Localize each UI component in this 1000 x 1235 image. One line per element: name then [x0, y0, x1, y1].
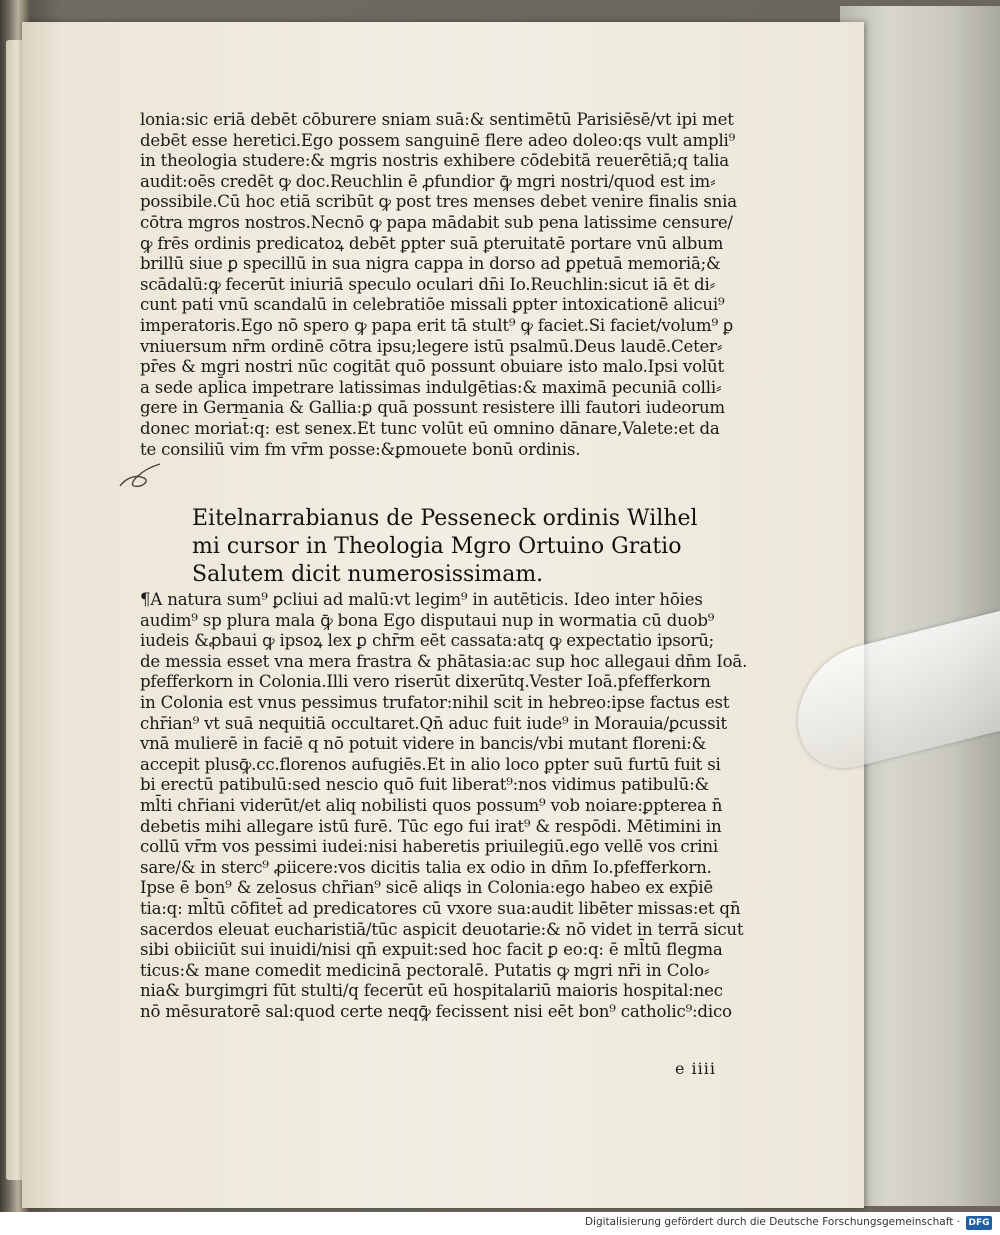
text-line: collū vr̄m vos pessimi iudei:nisi haberetis priuilegiū.ego vellē vos crini: [140, 837, 718, 857]
text-line: de messia esset vna mera frastra & phātasia:ac sup hoc allegaui dn̄m Ioā.: [140, 651, 748, 671]
signature-mark: e iiii: [675, 1059, 717, 1078]
pen-mark-icon: [114, 456, 164, 496]
text-line: scādalū:ꝙ fecerūt iniuriā speculo oculari dn̄i Io.Reuchlin:sicut iā ēt di⸗: [140, 274, 715, 294]
text-line: pfefferkorn in Colonia.Illi vero riserūt dixerūtq.Vester Ioā.pfefferkorn: [140, 672, 711, 692]
text-line: bi erectū patibulū:sed nescio quō fuit liberat⁹:nos vidimus patibulū:&: [140, 775, 710, 795]
text-line: sacerdos eleuat eucharistiā/tūc aspicit deuotarie:& nō videt in terrā sicut: [140, 919, 744, 939]
text-line: nia& burgimgri fūt stulti/q fecerūt eū hospitalariū maioris hospital:nec: [140, 981, 723, 1001]
text-line: cōtra mgros nostros.Necnō ꝙ papa mādabit sub pena latissime censure/: [140, 212, 733, 232]
footer-credit: Digitalisierung gefördert durch die Deutsche Forschungsgemeinschaft ·: [584, 1216, 960, 1228]
page-text-body: [140, 590, 760, 1022]
text-line: gere in Germania & Gallia:ꝑ quā possunt resistere illi fautori iudeorum: [140, 398, 725, 418]
heading-line: mi cursor in Theologia Mgro Ortuino Gratio: [192, 534, 682, 559]
page-text-top: [140, 110, 760, 460]
text-line: donec moriat̄:q: est senex.Et tunc volūt eū omnino dānare,Valete:et da: [140, 418, 720, 438]
book-page: [22, 22, 864, 1208]
text-line: lonia:sic eriā debēt cōburere sniam suā:& sentimētū Parisiēsē/vt ipi met: [140, 110, 734, 129]
letter-heading: [192, 505, 782, 589]
text-line: debetis mihi allegare istū furē. Tūc ego fui irat⁹ & respōdi. Mētimini in: [140, 816, 722, 836]
text-line: sare/& in sterc⁹ ꝓiicere:vos dicitis talia ex odio in dn̄m Io.pfefferkorn.: [140, 857, 712, 877]
text-line: in Colonia est vnus pessimus trufator:nihil scit in hebreo:ipse factus est: [140, 692, 730, 712]
text-line: vniuersum nr̄m ordinē cōtra ipsu;legere istū psalmū.Deus laudē.Ceter⸗: [140, 336, 723, 356]
text-line: ml̄ti chr̄iani viderūt/et aliq nobilisti quos possum⁹ vob noiare:ꝑpterea n̄: [140, 795, 723, 815]
text-line: ticus:& mane comedit medicinā pectoralē. Putatis ꝙ mgri nr̄i in Colo⸗: [140, 960, 710, 980]
text-line: Ipse ē bon⁹ & zelosus chr̄ian⁹ sicē aliqs in Colonia:ego habeo ex exp̄iē: [140, 878, 713, 898]
text-line: possibile.Cū hoc etiā scribūt ꝙ post tres menses debet venire finalis snia: [140, 192, 737, 212]
text-line: debēt esse heretici.Ego possem sanguinē flere adeo doleo:qs vult ampli⁹: [140, 130, 736, 150]
protective-sleeve: [840, 6, 1000, 1206]
footer-bar: [0, 1212, 1000, 1235]
text-line: ꝙ frēs ordinis predicatoꝝ debēt ꝑpter suā ꝑteruitatē portare vnū album: [140, 233, 724, 253]
text-line: in theologia studere:& mgris nostris exhibere cōdebitā reuerētiā;q talia: [140, 151, 729, 171]
text-line: sibi obiiciūt sui inuidi/nisi qn̄ expuit:sed hoc facit ꝑ eo:q: ē ml̄tū flegma: [140, 940, 723, 960]
dfg-logo: DFG: [966, 1216, 992, 1230]
text-line: nō mēsuratorē sal:quod certe neqꝙ̄ fecissent nisi eēt bon⁹ catholic⁹:dico: [140, 1001, 732, 1021]
text-line: ¶A natura sum⁹ ꝑcliui ad malū:vt legim⁹ in autēticis. Ideo inter hōies: [140, 590, 703, 609]
text-line: iudeis &ꝓbaui ꝙ ipsoꝝ lex ꝑ chr̄m eēt cassata:atq ꝙ expectatio ipsorū;: [140, 631, 715, 651]
text-line: accepit plusꝙ̄.cc.florenos aufugiēs.Et in alio loco ꝑpter suū furtū fuit si: [140, 754, 721, 774]
text-line: audit:oēs credēt ꝙ doc.Reuchlin ē ꝓfundior ꝙ̄ mgri nostri/quod est im⸗: [140, 171, 716, 191]
text-line: te consiliū vim fm vr̄m posse:&ꝑmouete bonū ordinis.: [140, 439, 581, 459]
text-line: a sede apl̄ica impetrare latissimas indulgētias:& maximā pecuniā colli⸗: [140, 377, 722, 397]
text-line: vnā mulierē in faciē q nō potuit videre in bancis/vbi mutant floreni:&: [140, 734, 707, 754]
text-line: cunt pati vnū scandalū in celebratiōe missali ꝑpter intoxicationē alicui⁹: [140, 295, 725, 315]
text-line: audim⁹ sp plura mala ꝙ̄ bona Ego disputaui nup in wormatia cū duob⁹: [140, 610, 715, 630]
text-line: brillū siue ꝑ specillū in sua nigra cappa in dorso ad ꝑpetuā memoriā;&: [140, 254, 721, 274]
heading-line: Salutem dicit numerosissimam.: [192, 562, 544, 587]
text-line: imperatoris.Ego nō spero ꝙ papa erit tā stult⁹ ꝙ faciet.Si faciet/volum⁹ ꝑ: [140, 315, 733, 335]
heading-line: Eitelnarrabianus de Pesseneck ordinis Wilhel: [192, 506, 698, 531]
text-line: tia:q: ml̄tū cōfitet̄ ad predicatores cū vxore sua:audit libēter missas:et qn̄: [140, 898, 741, 918]
text-line: pr̄es & mgri nostri nūc cogitāt quō possunt obuiare isto malo.Ipsi volūt: [140, 357, 724, 377]
text-line: chr̄ian⁹ vt suā nequitiā occultaret.Qn̄ aduc fuit iude⁹ in Morauia/ꝑcussit: [140, 713, 727, 733]
